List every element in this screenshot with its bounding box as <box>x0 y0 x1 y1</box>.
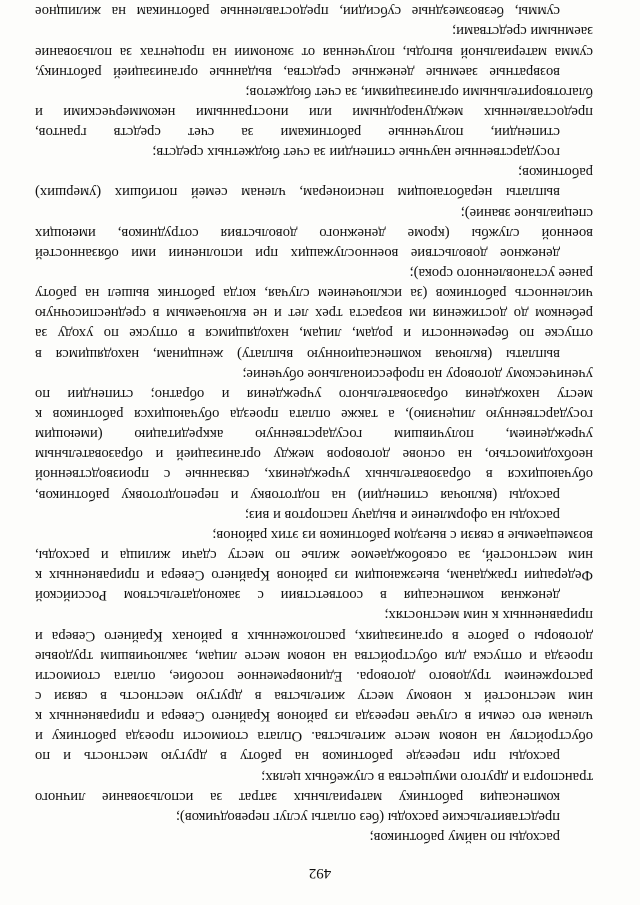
text-line: обустройству на новом месте жительства. Оплата стоимости проезда работнику и <box>35 728 593 745</box>
text-line: договоры о работе в организациях, расположенных в районах Крайнего Севера и <box>35 627 593 644</box>
text-line: работников; <box>518 164 593 181</box>
text-line: месту нахождения образовательного учреждения и обратно; стипендии по <box>35 385 593 402</box>
text-line: отпуске по беременности и родам, лицам, находящимся в отпуске по уходу за <box>35 325 593 342</box>
text-line: заемными средствами; <box>452 23 593 40</box>
text-line: компенсация работнику материальных затрат за использование личного <box>35 788 560 805</box>
text-line: обучающихся в образовательных учреждениях, связанные с производственной <box>35 466 593 483</box>
text-line: возмещаемые в связи с выездом работников из этих районов; <box>212 526 593 543</box>
text-line: представительские расходы (без оплаты услуг переводчиков); <box>175 808 560 825</box>
text-line: суммы, безвозмездные субсидии, предоставленные работникам на жилищное <box>35 3 560 20</box>
text-line: ученическому договору на профессиональное обучение; <box>242 365 593 382</box>
text-line: стипендии, полученные работниками за счет средств грантов, <box>35 124 560 141</box>
text-line: денежная компенсация в соответствии с законодательством Российской <box>35 587 560 604</box>
text-line: сумма материальной выгоды, полученная от экономии на процентах за пользование <box>35 43 593 60</box>
page-number: 492 <box>308 865 332 881</box>
text-line: расторжением трудового договора. Единовременное пособие, оплата стоимости <box>35 667 593 684</box>
text-line: военной службы (кроме денежного довольствия сотрудников, имеющих <box>35 224 593 241</box>
document-body-text <box>35 0 593 847</box>
text-line: ребенком до достижения им возраста трех лет и не включаемым в среднесписочную <box>35 305 593 322</box>
text-line: благотворительными организациями, за счет бюджетов; <box>245 83 593 100</box>
text-line: ранее установленного срока); <box>409 265 593 282</box>
text-line: проезда и отпуска для обустройства на новом месте лицам, заключившим трудовые <box>35 647 593 664</box>
text-line: приравненных к ним местностях; <box>384 607 593 624</box>
text-line: ним местностей, за освобождаемое жилье по месту сдачи жилища и расходы, <box>35 547 593 564</box>
text-line: учреждением, получившим государственную аккредитацию (имеющим <box>35 426 593 443</box>
text-line: выплаты неработающим пенсионерам, членам семей погибших (умерших) <box>35 184 560 201</box>
text-line: денежное довольствие военнослужащих при исполнении ими обязанностей <box>35 244 560 261</box>
text-line: ним местностей к новому месту жительства в другую местность в связи с <box>35 688 593 705</box>
text-line: необходимостью, на основе договоров между организацией и образовательным <box>35 446 593 463</box>
text-line: транспорта и другого имущества в служебных целях; <box>261 768 593 785</box>
text-line: государственную лицензию), а также оплата проезда обучающихся работников к <box>35 406 593 423</box>
text-line: государственные научные стипендии за счет бюджетных средств; <box>152 144 560 161</box>
text-line: предоставленных международными или иностранными некоммерческими и <box>35 103 593 120</box>
text-line: выплаты (включая компенсационную выплату) женщинам, находящимся в <box>35 345 560 362</box>
text-line: возвратные заемные денежные средства, выданные организацией работнику, <box>35 63 560 80</box>
text-line: расходы на оформление и выдачу паспортов и виз; <box>244 506 560 523</box>
text-line: численность работников (за исключением случая, когда работник вышел на работу <box>35 285 593 302</box>
text-line: специальное звание); <box>460 204 593 221</box>
text-line: расходы при переезде работников на работу в другую местность и по <box>35 748 560 765</box>
text-line: Федерации гражданам, выезжающим из районов Крайнего Севера и приравненных к <box>35 567 593 584</box>
text-line: членам его семьи в случае переезда из районов Крайнего Севера и приравненных к <box>35 708 593 725</box>
text-line: расходы (включая стипендии) на подготовку и переподготовку работников, <box>35 486 560 503</box>
text-line: расходы по найму работников; <box>369 829 560 845</box>
